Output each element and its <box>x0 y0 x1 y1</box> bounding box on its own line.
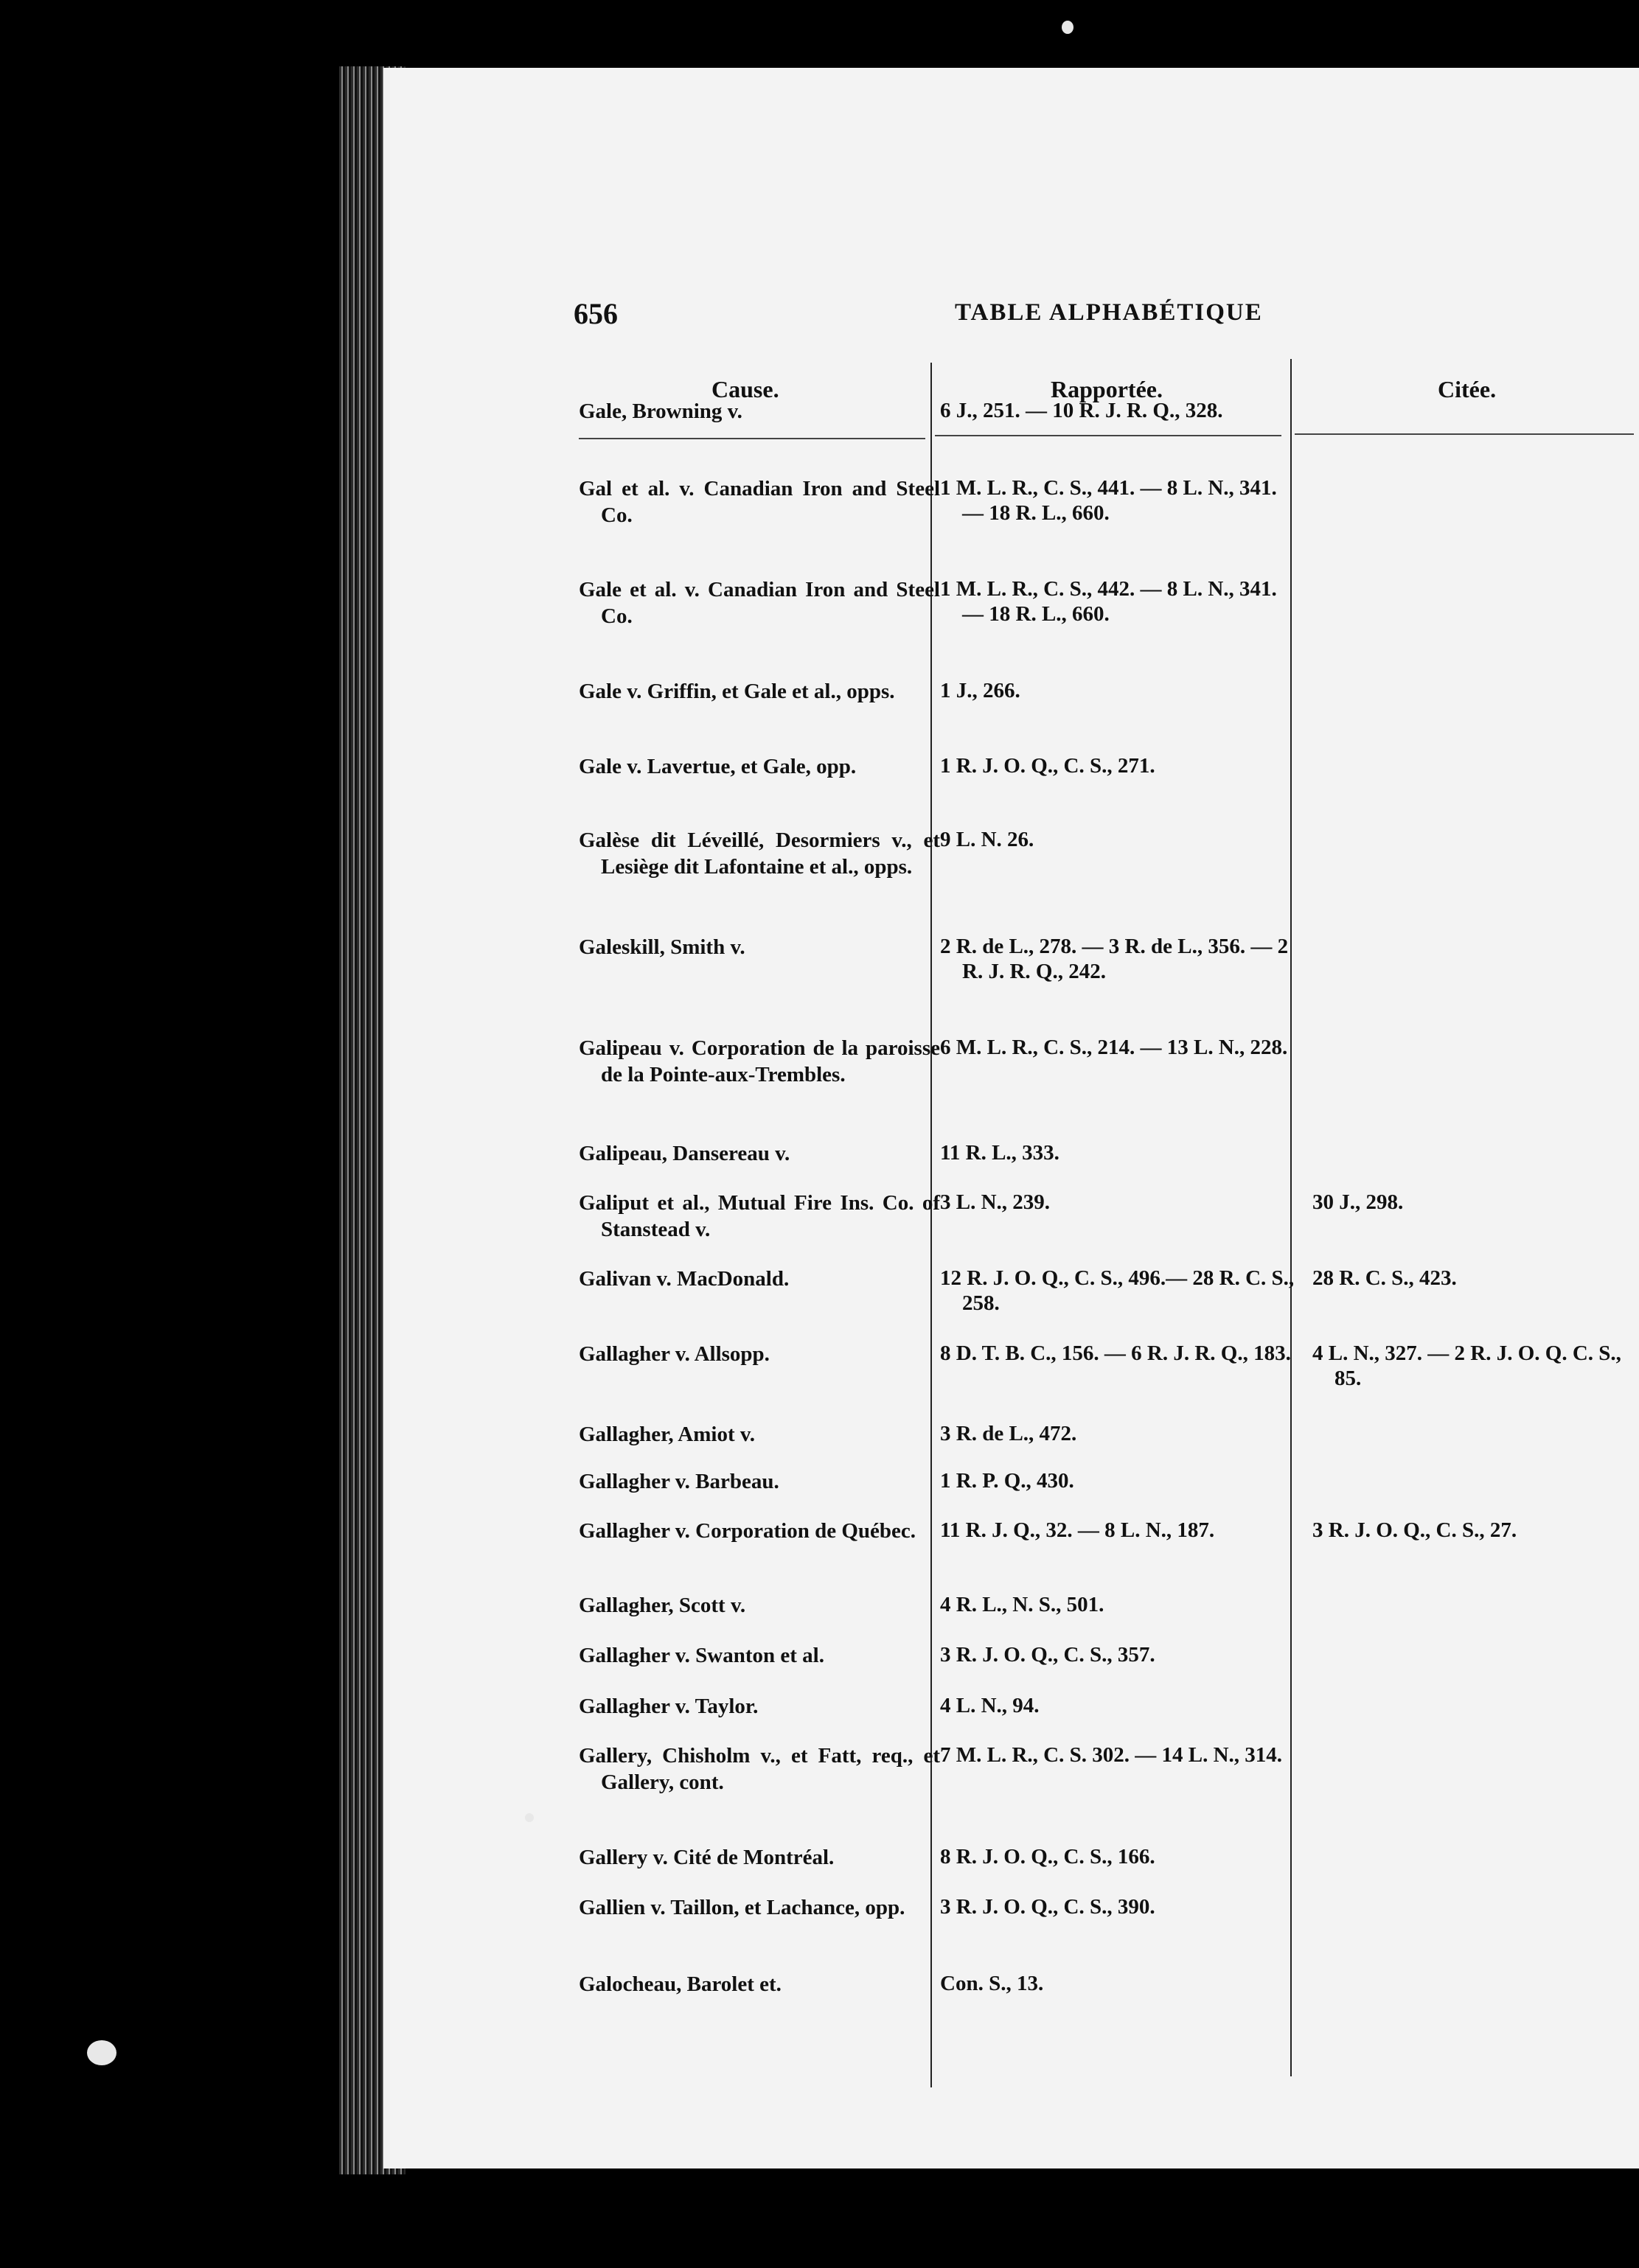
entry-cause: Gallagher v. Taylor. <box>579 1695 759 1718</box>
entry-cause: Gale v. Lavertue, et Gale, opp. <box>579 755 857 778</box>
entry-rapportee: 11 R. L., 333. <box>940 1141 1059 1165</box>
entry-cause: Gale v. Griffin, et Gale et al., opps. <box>579 680 895 703</box>
entry-rapportee: 7 M. L. R., C. S. 302. — 14 L. N., 314. <box>940 1743 1283 1767</box>
entry-rapportee: 6 M. L. R., C. S., 214. — 13 L. N., 228. <box>940 1036 1288 1059</box>
entry-cause: Gallagher v. Allsopp. <box>579 1342 770 1366</box>
entry-rapportee: 11 R. J. Q., 32. — 8 L. N., 187. <box>940 1518 1215 1542</box>
entry-cause: Galeskill, Smith v. <box>579 935 745 959</box>
header-rule-rapportee <box>935 435 1281 436</box>
entry-cause: Gallery, Chisholm v., et Fatt, req., et Gallery, cont. <box>579 1744 940 1794</box>
entry-rapportee: 3 R. de L., 472. <box>940 1422 1077 1445</box>
entry-cause: Gale et al. v. Canadian Iron and Steel Co. <box>579 578 940 628</box>
entry-cause: Gallien v. Taillon, et Lachance, opp. <box>579 1896 905 1919</box>
entry-cause: Gal et al. v. Canadian Iron and Steel Co. <box>579 477 940 527</box>
entry-cause: Gallery v. Cité de Montréal. <box>579 1846 835 1869</box>
entry-cause: Galivan v. MacDonald. <box>579 1267 790 1291</box>
entry-rapportee: 3 L. N., 239. <box>940 1190 1051 1214</box>
entry-citee: 3 R. J. O. Q., C. S., 27. <box>1312 1518 1517 1542</box>
entry-rapportee: 1 M. L. R., C. S., 441. — 8 L. N., 341. — 18 R. L., 660. <box>940 476 1277 525</box>
entry-rapportee: 6 J., 251. — 10 R. J. R. Q., 328. <box>940 399 1223 422</box>
book-page <box>383 68 1639 2168</box>
column-header-citee: Citée. <box>1438 376 1497 402</box>
entry-rapportee: 1 M. L. R., C. S., 442. — 8 L. N., 341. — 18 R. L., 660. <box>940 577 1277 626</box>
entry-rapportee: 8 R. J. O. Q., C. S., 166. <box>940 1845 1155 1869</box>
entry-rapportee: 4 L. N., 94. <box>940 1694 1040 1717</box>
entry-cause: Gallagher v. Corporation de Québec. <box>579 1519 916 1543</box>
entry-cause: Galèse dit Léveillé, Desormiers v., et Lesiège dit Lafontaine et al., opps. <box>579 828 940 879</box>
entry-cause: Gallagher, Scott v. <box>579 1594 746 1617</box>
entry-citee: 4 L. N., 327. — 2 R. J. O. Q. C. S., 85. <box>1312 1341 1621 1390</box>
entry-cause: Galocheau, Barolet et. <box>579 1972 782 1996</box>
entry-cause: Galipeau v. Corporation de la paroisse de la Pointe-aux-Trembles. <box>579 1036 940 1086</box>
page-header <box>383 296 1639 341</box>
column-header-rapportee: Rapportée. <box>1051 376 1163 402</box>
entry-rapportee: 2 R. de L., 278. — 3 R. de L., 356. — 2 R. J. R. Q., 242. <box>940 935 1289 983</box>
entry-rapportee: 8 D. T. B. C., 156. — 6 R. J. R. Q., 183. <box>940 1341 1291 1365</box>
entry-citee: 30 J., 298. <box>1312 1190 1404 1214</box>
page-number: 656 <box>574 297 618 330</box>
entry-cause: Gallagher v. Swanton et al. <box>579 1644 824 1667</box>
entry-cause: Gale, Browning v. <box>579 399 742 423</box>
scan-speck <box>87 2040 116 2065</box>
entry-rapportee: 4 R. L., N. S., 501. <box>940 1593 1104 1616</box>
scan-speck <box>1062 21 1073 34</box>
entry-cause: Gallagher, Amiot v. <box>579 1423 755 1446</box>
entry-citee: 28 R. C. S., 423. <box>1312 1266 1457 1290</box>
header-rule-citee <box>1295 433 1634 435</box>
entry-rapportee: 12 R. J. O. Q., C. S., 496.— 28 R. C. S., 258. <box>940 1266 1295 1315</box>
entry-rapportee: 1 R. J. O. Q., C. S., 271. <box>940 754 1155 778</box>
entry-rapportee: 3 R. J. O. Q., C. S., 357. <box>940 1643 1155 1667</box>
entry-cause: Galipeau, Dansereau v. <box>579 1142 790 1165</box>
header-rule-cause <box>579 438 925 439</box>
page-title: TABLE ALPHABÉTIQUE <box>955 299 1263 326</box>
entry-rapportee: 1 J., 266. <box>940 679 1020 702</box>
scan-speck <box>525 1813 534 1822</box>
entry-cause: Galiput et al., Mutual Fire Ins. Co. of Stanstead v. <box>579 1191 940 1241</box>
entry-rapportee: 9 L. N. 26. <box>940 828 1034 851</box>
entry-rapportee: 3 R. J. O. Q., C. S., 390. <box>940 1895 1155 1919</box>
column-header-cause: Cause. <box>711 376 779 402</box>
entry-rapportee: 1 R. P. Q., 430. <box>940 1469 1074 1493</box>
entry-rapportee: Con. S., 13. <box>940 1972 1044 1995</box>
entry-cause: Gallagher v. Barbeau. <box>579 1470 779 1493</box>
